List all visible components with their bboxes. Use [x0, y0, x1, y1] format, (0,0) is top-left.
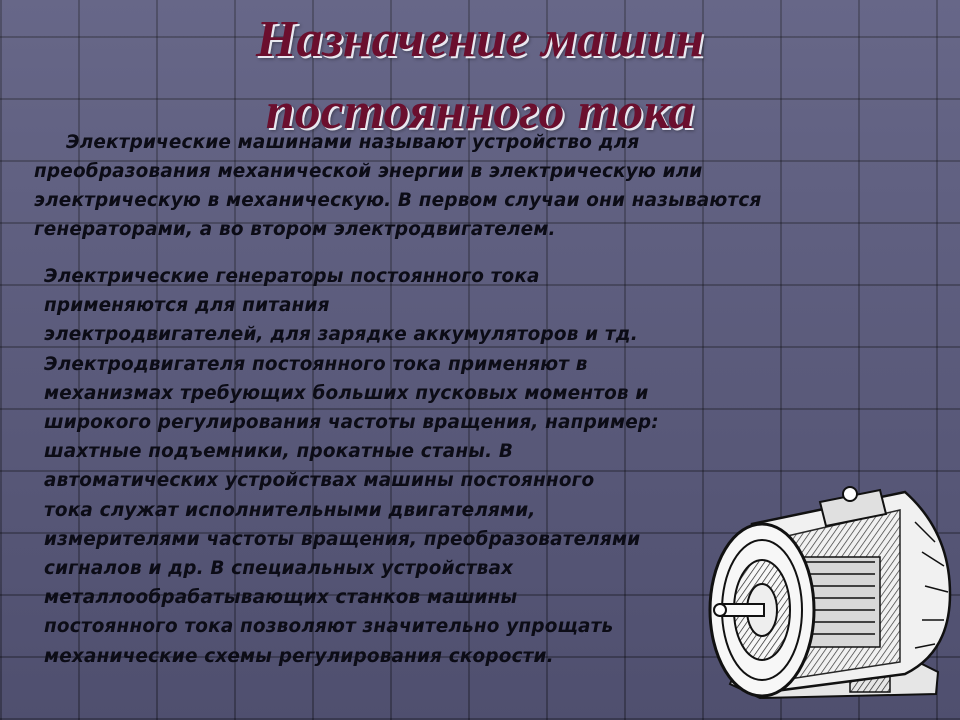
text-line: механизмах требующих больших пусковых моментов и	[44, 382, 649, 404]
text-line: преобразования механической энергии в электрическую или	[34, 161, 703, 182]
text-line: сигналов и др. В специальных устройствах	[44, 558, 514, 580]
title-line-1: Назначение машин	[256, 11, 704, 68]
text-line: измерителями частоты вращения, преобразователями	[44, 528, 641, 550]
applications-paragraph	[44, 262, 804, 671]
slide-title	[180, 4, 780, 148]
text-line: шахтные подъемники, прокатные станы. В	[44, 441, 514, 463]
text-line: широкого регулирования частоты вращения, например:	[44, 412, 659, 434]
text-line: применяются для питания	[44, 295, 330, 317]
text-line: генераторами, а во втором электродвигателем.	[34, 219, 556, 240]
text-line: Электрические генераторы постоянного тока	[44, 266, 540, 287]
text-line: Электрические машинами называют устройство для	[66, 132, 640, 153]
text-line: Электродвигателя постоянного тока применяют в	[44, 353, 588, 375]
definition-paragraph	[34, 128, 934, 244]
text-line: электродвигателей, для зарядке аккумуляторов и тд.	[44, 324, 638, 346]
dc-motor-cutaway-illustration	[700, 462, 960, 712]
text-line: автоматических устройствах машины постоянного	[44, 470, 595, 492]
text-line: постоянного тока позволяют значительно упрощать	[44, 616, 614, 638]
text-line: механические схемы регулирования скорости.	[44, 645, 554, 667]
text-line: электрическую в механическую. В первом случаи они называются	[34, 190, 762, 211]
title-line-2: постоянного тока	[265, 83, 695, 140]
text-line: тока служат исполнительными двигателями,	[44, 499, 536, 521]
text-line: металлообрабатывающих станков машины	[44, 587, 518, 609]
